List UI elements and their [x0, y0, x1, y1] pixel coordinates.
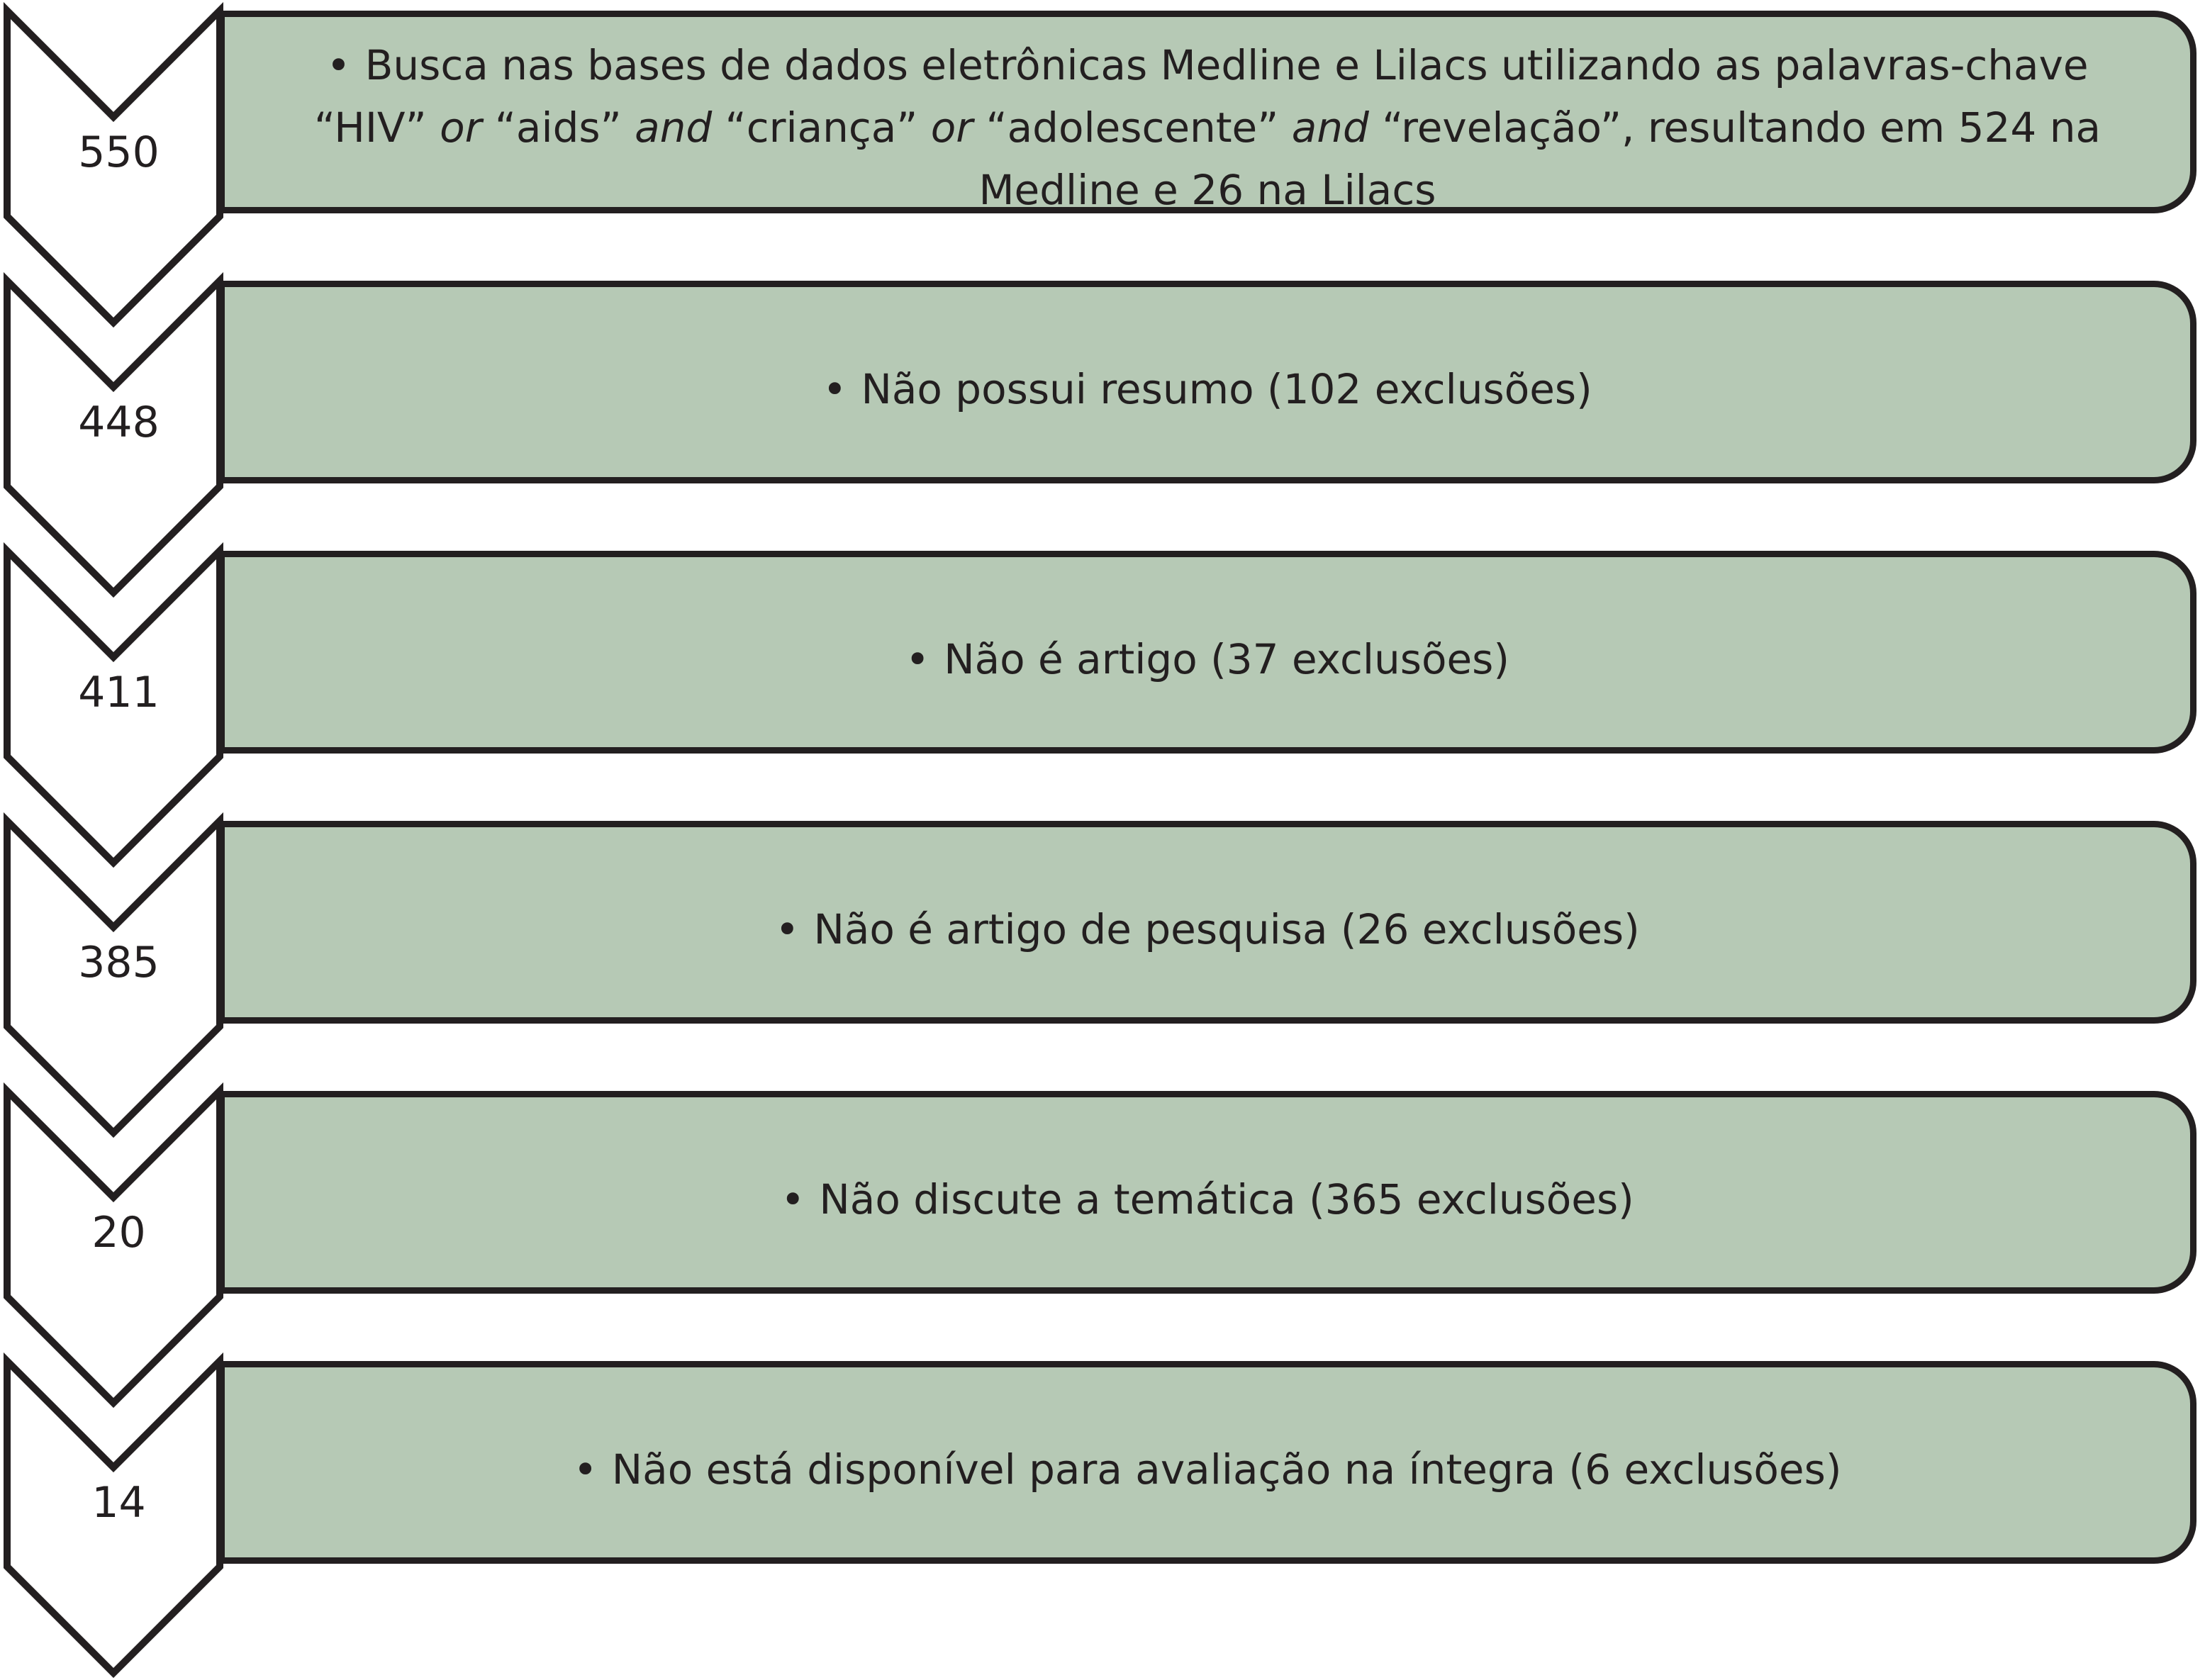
- step-box: [220, 281, 2196, 483]
- step-text-segment: Não é artigo (37 exclusões): [944, 635, 1509, 683]
- step-description: [822, 358, 1592, 420]
- record-count: 385: [78, 938, 160, 987]
- bullet-icon: •: [573, 1445, 598, 1494]
- step-text-segment: Não discute a temática (365 exclusões): [819, 1175, 1634, 1223]
- step-text-segment: “adolescente”: [973, 103, 1292, 152]
- step-text-segment: Não é artigo de pesquisa (26 exclusões): [813, 905, 1640, 953]
- step-text-segment: Não possui resumo (102 exclusões): [861, 365, 1592, 413]
- step-text-segment: “aids”: [481, 103, 635, 152]
- step-text-segment: Busca nas bases de dados eletrônicas Medline e Lilacs utilizando as palavras-chave “HIV”: [313, 41, 2089, 152]
- boolean-operator: or: [440, 103, 482, 152]
- step-box: [220, 1091, 2196, 1294]
- step-description: [267, 34, 2148, 221]
- record-count: 411: [78, 668, 160, 717]
- record-count: 448: [78, 398, 160, 447]
- bullet-icon: •: [326, 41, 351, 89]
- step-text-segment: “criança”: [712, 103, 931, 152]
- record-count: 550: [78, 128, 160, 177]
- bullet-icon: •: [905, 635, 930, 683]
- step-description: [781, 1168, 1634, 1231]
- bullet-icon: •: [781, 1175, 805, 1223]
- record-count: 14: [91, 1478, 146, 1528]
- step-text-segment: “revelação”, resultando em 524 na Medline e 26 na Lilacs: [978, 103, 2101, 214]
- bullet-icon: •: [775, 905, 800, 953]
- step-text-segment: Não está disponível para avaliação na íntegra (6 exclusões): [611, 1445, 1842, 1494]
- step-description: [574, 1438, 1842, 1501]
- step-description: [775, 898, 1640, 961]
- boolean-operator: and: [1291, 103, 1369, 152]
- step-box: [220, 821, 2196, 1024]
- bullet-icon: •: [822, 365, 847, 413]
- step-box: [220, 11, 2196, 213]
- step-box: [220, 551, 2196, 754]
- boolean-operator: and: [635, 103, 713, 152]
- record-count: 20: [91, 1208, 146, 1258]
- step-description: [905, 628, 1509, 690]
- step-box: [220, 1361, 2196, 1564]
- boolean-operator: or: [930, 103, 973, 152]
